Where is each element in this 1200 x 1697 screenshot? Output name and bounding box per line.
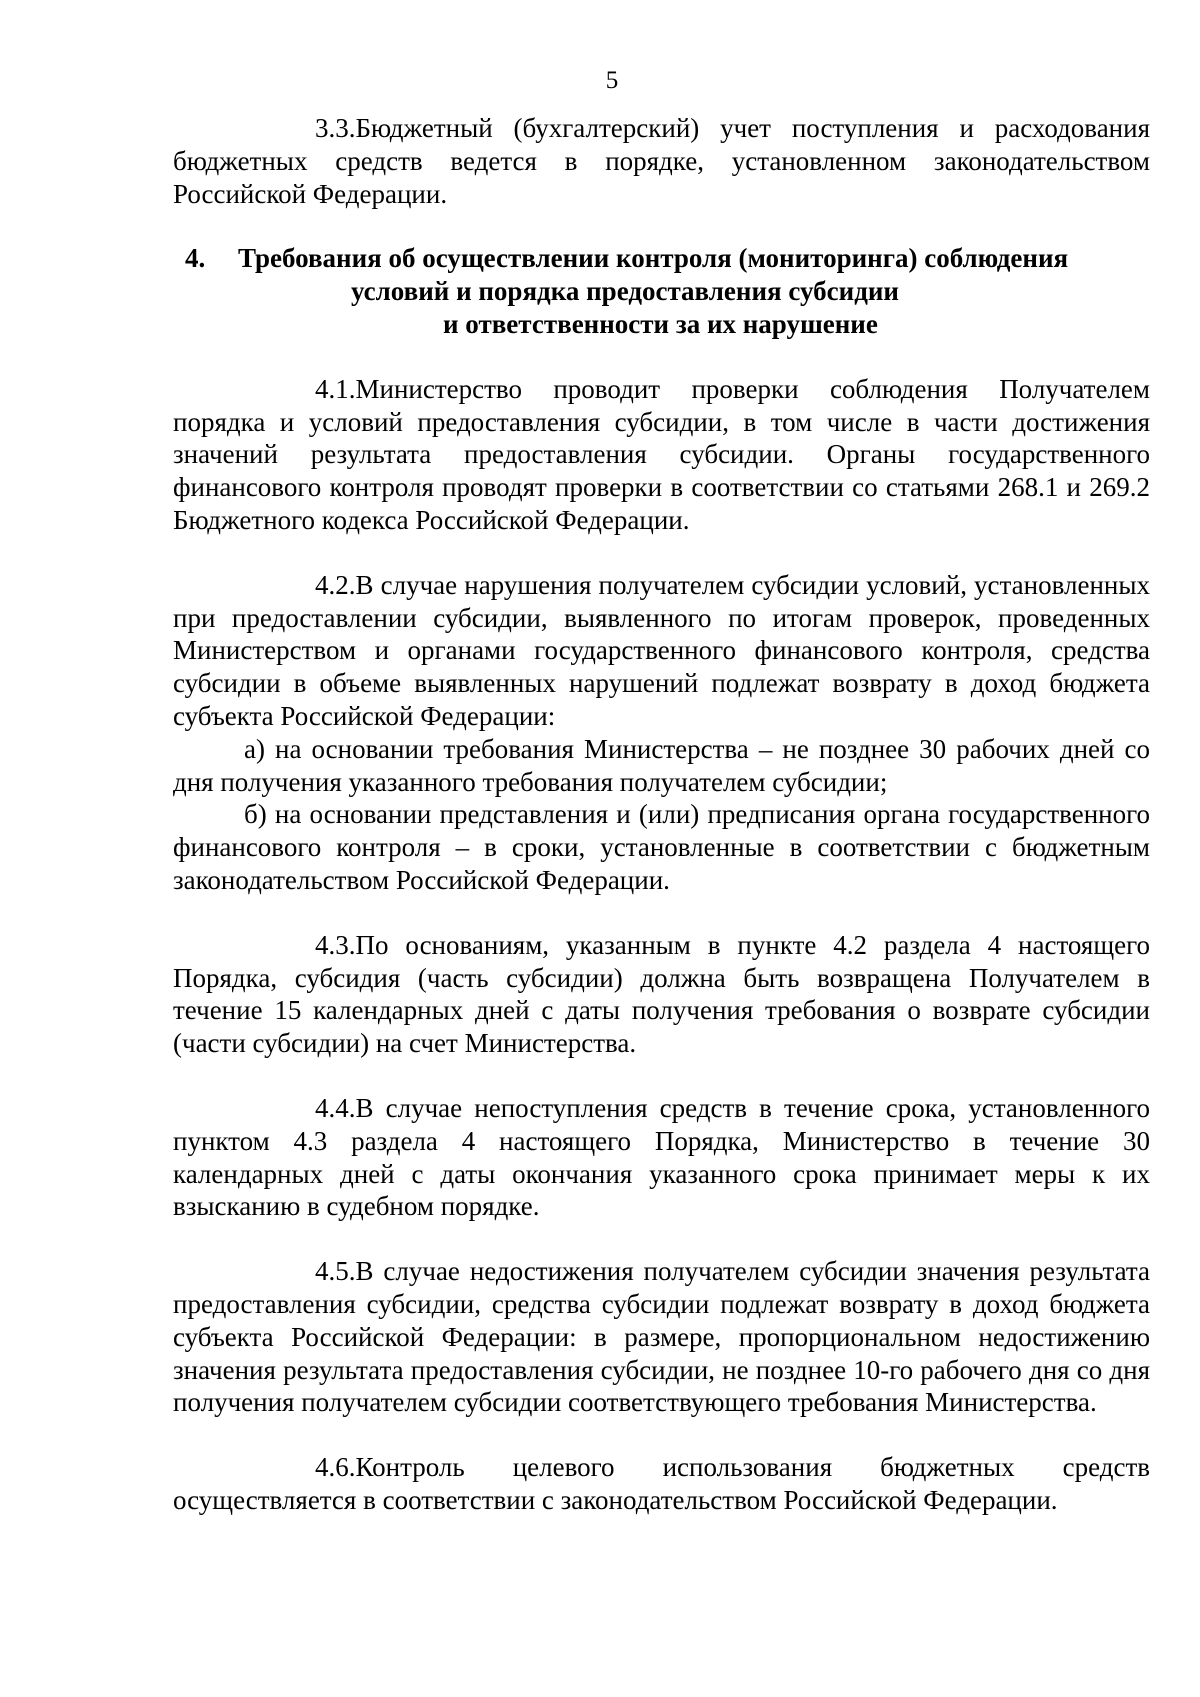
paragraph-number: 4.6. — [315, 1452, 356, 1483]
paragraph-4-6 — [173, 1451, 1150, 1517]
paragraph-4-2 — [173, 569, 1150, 733]
paragraph-number: 4.2. — [315, 569, 356, 600]
paragraph-number: 4.4. — [315, 1092, 356, 1123]
section-number: 4. — [185, 243, 206, 274]
paragraph-4-2-a — [173, 733, 1150, 799]
paragraph-number: 4.1. — [315, 373, 356, 404]
heading-line-2: условий и порядка предоставления субсидии — [351, 276, 899, 307]
paragraph-text: В случае нарушения получателем субсидии условий, установленных при предоставлении субсидии, выявленного по итогам проверок, проведенных Министерством и органами государственного финансового контроля, средства субсидии в объеме выявленных нарушений подлежат возврату в доход бюджета субъекта Российской Федерации: — [173, 569, 1150, 731]
paragraph-number: 4.3. — [315, 929, 356, 960]
paragraph-4-2-b — [173, 798, 1150, 896]
paragraph-text: В случае непоступления средств в течение срока, установленного пунктом 4.3 раздела 4 настоящего Порядка, Министерство в течение 30 календарных дней с даты окончания указанного срока принимает меры к их взысканию в судебном порядке. — [173, 1092, 1150, 1222]
heading-line-3: и ответственности за их нарушение — [443, 308, 878, 339]
document-body — [173, 112, 1150, 1517]
paragraph-text: По основаниям, указанным в пункте 4.2 раздела 4 настоящего Порядка, субсидия (часть субсидии) должна быть возвращена Получателем в течение 15 календарных дней с даты получения требования о возврате субсидии (части субсидии) на счет Министерства. — [173, 929, 1150, 1059]
paragraph-text: Министерство проводит проверки соблюдения Получателем порядка и условий предоставления субсидии, в том числе в части достижения значений результата предоставления субсидии. Органы государственного финансового контроля проводят проверки в соответствии со статьями 268.1 и 269.2 Бюджетного кодекса Российской Федерации. — [173, 373, 1150, 535]
paragraph-text: В случае недостижения получателем субсидии значения результата предоставления субсидии, средства субсидии подлежат возврату в доход бюджета субъекта Российской Федерации: в размере, пропорциональном недостижению значения результата предоставления субсидии, не позднее 10-го рабочего дня со дня получения получателем субсидии соответствующего требования Министерства. — [173, 1256, 1150, 1418]
paragraph-4-4 — [173, 1092, 1150, 1223]
paragraph-text: а) на основании требования Министерства – не позднее 30 рабочих дней со дня получения указанного требования получателем субсидии; — [173, 733, 1150, 797]
paragraph-number: 4.5. — [315, 1256, 356, 1287]
heading-line-1: Требования об осуществлении контроля (мониторинга) соблюдения — [238, 243, 1069, 274]
paragraph-4-5 — [173, 1255, 1150, 1419]
section-4-heading — [173, 242, 1150, 340]
paragraph-text: б) на основании представления и (или) предписания органа государственного финансового контроля – в сроки, установленные в соответствии с бюджетным законодательством Российской Федерации. — [173, 799, 1150, 895]
paragraph-text: Бюджетный (бухгалтерский) учет поступления и расходования бюджетных средств ведется в порядке, установленном законодательством Российской Федерации. — [173, 113, 1150, 209]
paragraph-number: 3.3. — [315, 113, 356, 143]
paragraph-4-3 — [173, 929, 1150, 1060]
paragraph-text: Контроль целевого использования бюджетных средств осуществляется в соответствии с законодательством Российской Федерации. — [173, 1452, 1150, 1515]
paragraph-4-1 — [173, 373, 1150, 537]
page-number: 5 — [605, 67, 619, 94]
paragraph-3-3 — [173, 112, 1150, 210]
